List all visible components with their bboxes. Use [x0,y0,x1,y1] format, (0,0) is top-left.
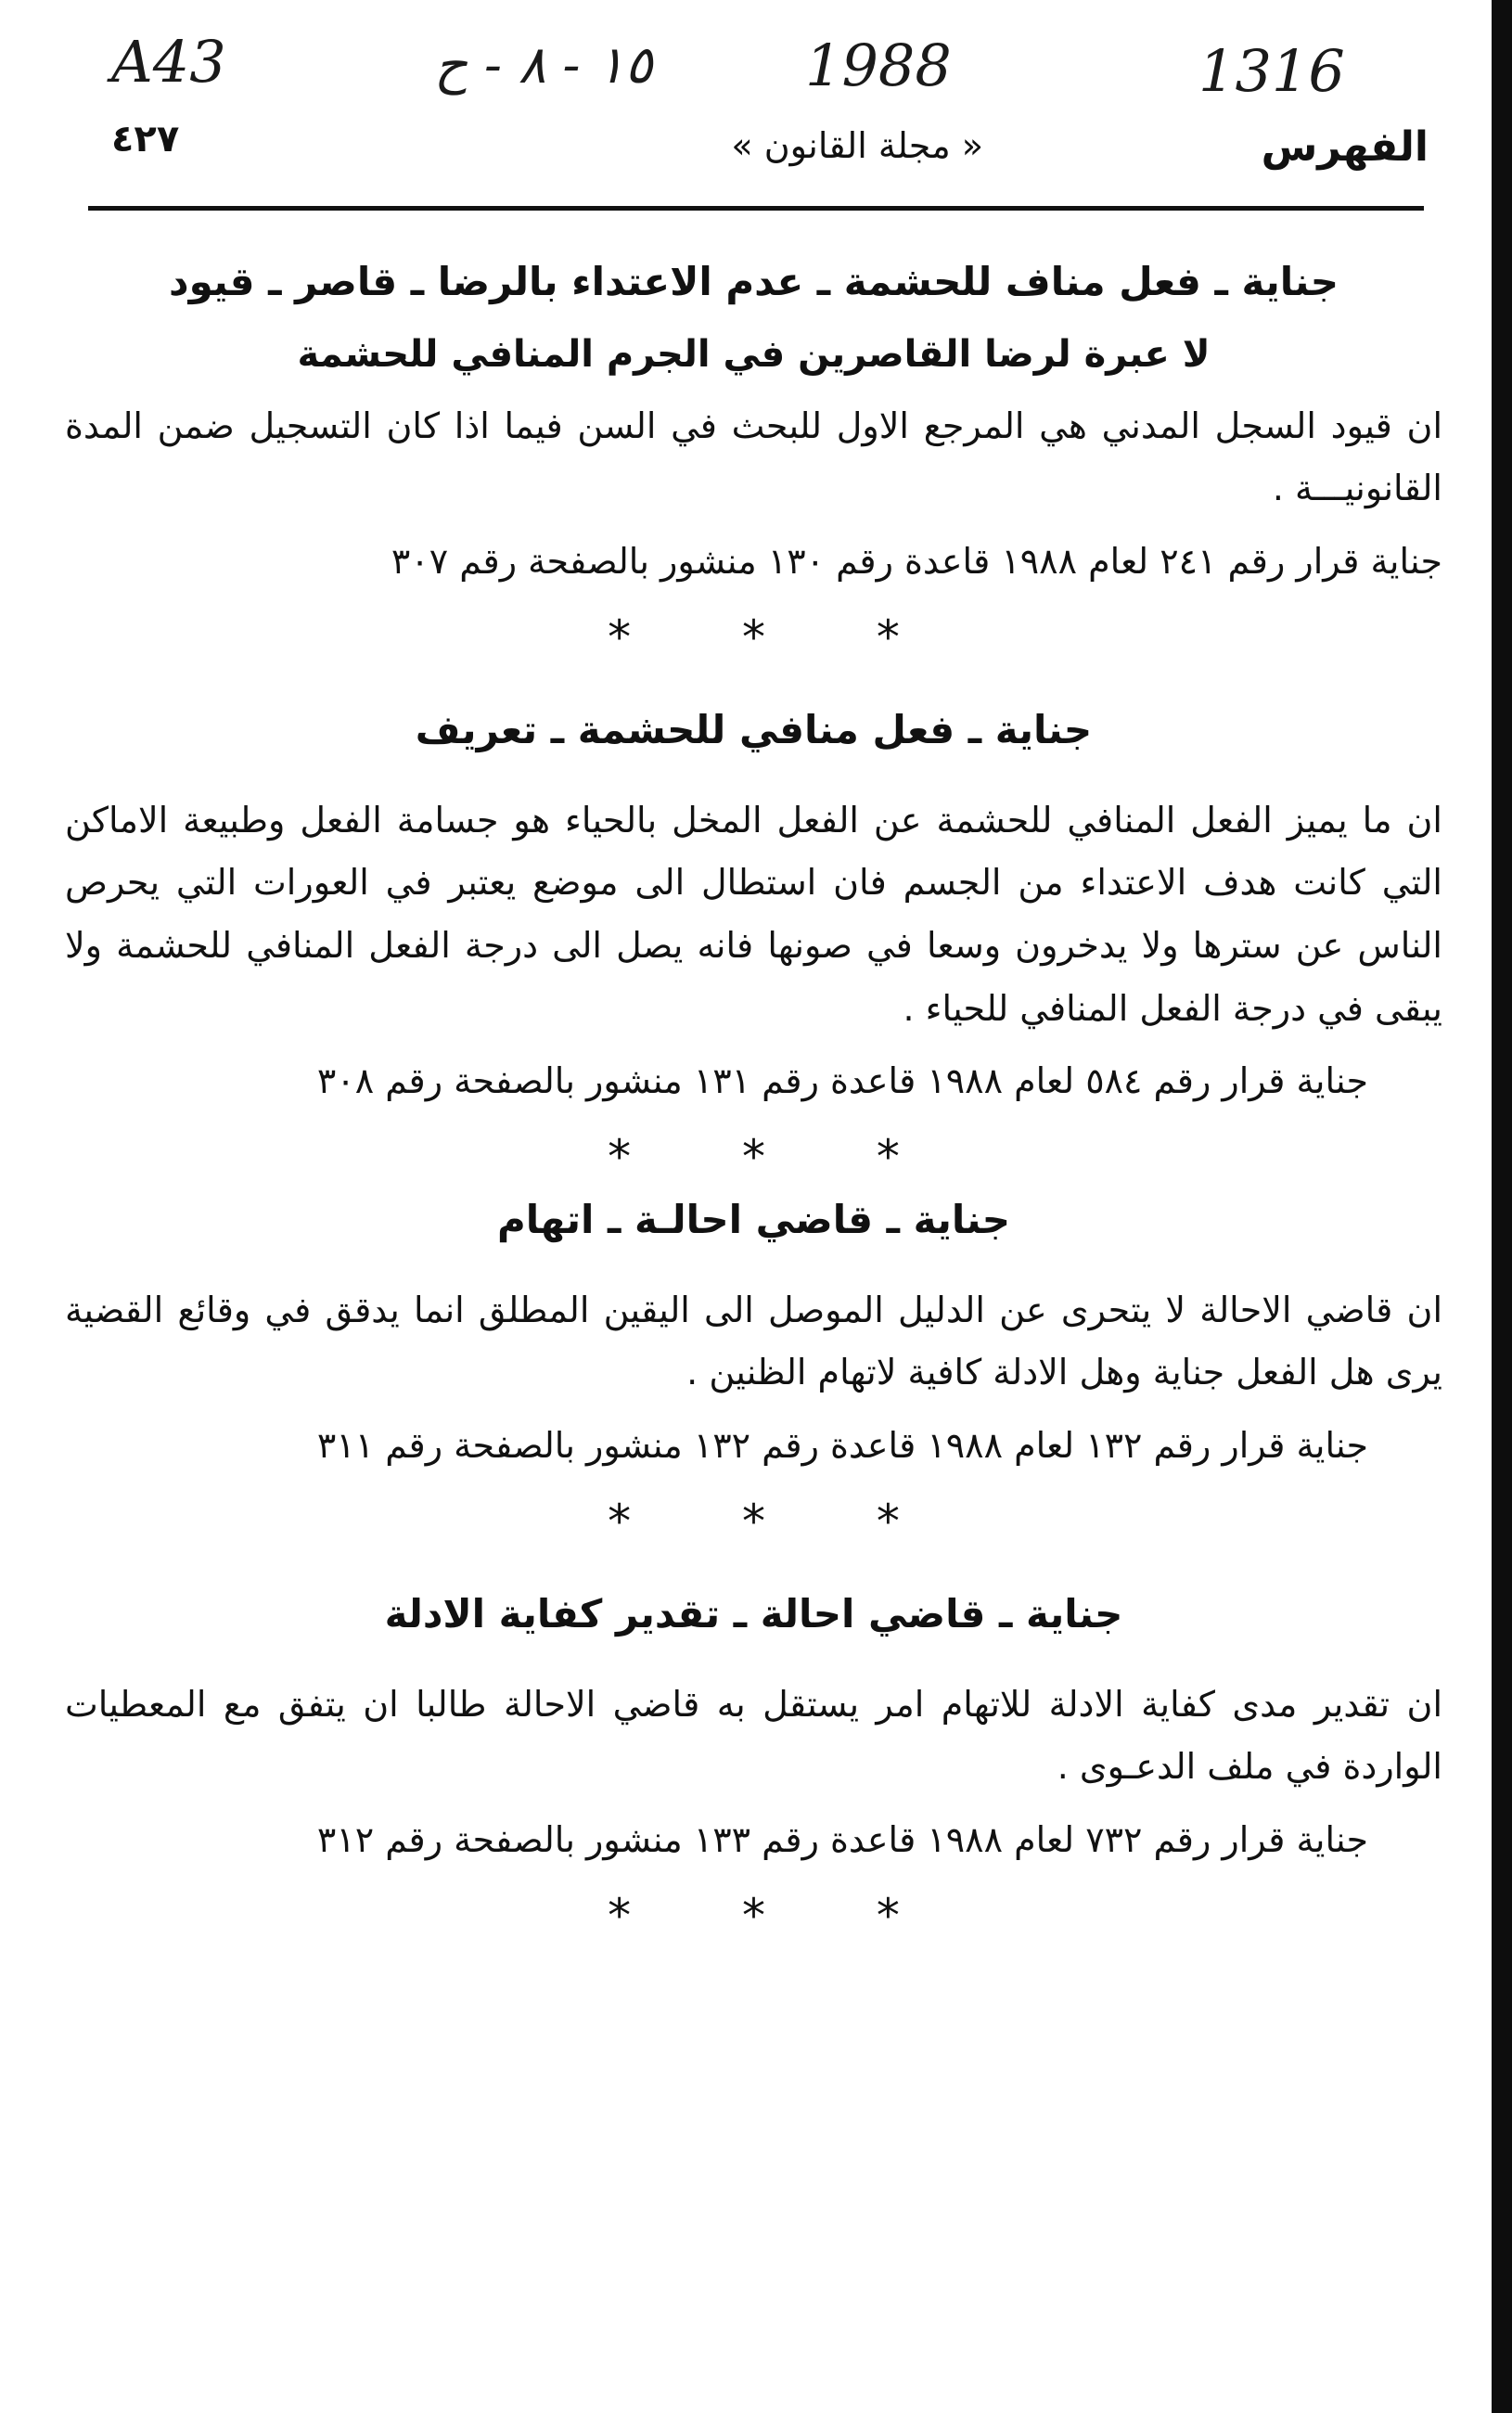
entry-title: جناية ـ فعل منافي للحشمة ـ تعريف [415,706,1093,752]
index-entries [56,255,1452,1982]
entry-title: جناية ـ قاضي احالة ـ تقدير كفاية الادلة [384,1590,1123,1636]
entry-title: جناية ـ قاضي احالـة ـ اتهام [496,1196,1011,1242]
index-entry [56,703,1452,1184]
entry-body: ان ما يميز الفعل المنافي للحشمة عن الفعل المخل بالحياء هو جسامة الفعل وطبيعة الاماكن التي كانت هدف الاعتداء من الجسم فان استطال الى موضع يعتبر في العورات التي يحرص الناس عن سترها ولا يدخرون وسعا في صونها فانه يصل الى درجة الفعل المنافي للحشمة ولا يبقى في درجة الفعل المنافي للحياء . [65,799,1442,1029]
index-label: الفهرس [1261,123,1429,171]
index-entry [56,1587,1452,1943]
entry-title: جناية ـ فعل مناف للحشمة ـ عدم الاعتداء بالرضا ـ قاصر ـ قيود [169,259,1339,304]
entry-subtitle: لا عبرة لرضا القاصرين في الجرم المنافي للحشمة [297,332,1211,376]
page-number: ٤٢٧ [111,118,180,160]
handwritten-reference: A43 [111,28,226,96]
entry-body: ان قاضي الاحالة لا يتحرى عن الدليل الموصل الى اليقين المطلق انما يدقق في وقائع القضية يرى هل الفعل جناية وهل الادلة كافية لاتهام الظنين . [65,1289,1442,1393]
section-separator: * * * [608,1888,948,1943]
index-entry [56,1193,1452,1548]
entry-citation: جناية قرار رقم ٧٣٢ لعام ١٩٨٨ قاعدة رقم ١٣٣ منشور بالصفحة رقم ٣١٢ [316,1818,1368,1860]
handwritten-year: 1988 [805,32,952,99]
entry-citation: جناية قرار رقم ٥٨٤ لعام ١٩٨٨ قاعدة رقم ١٣١ منشور بالصفحة رقم ٣٠٨ [316,1060,1368,1102]
handwritten-date: ١٥ - ٨ - ح [434,35,653,96]
journal-name: « مجلة القانون » [731,125,983,166]
entry-body: ان قيود السجل المدني هي المرجع الاول للبحث في السن فيما اذا كان التسجيل ضمن المدة القانونيـــة . [65,404,1442,509]
entry-citation: جناية قرار رقم ٢٤١ لعام ١٩٨٨ قاعدة رقم ١٣٠ منشور بالصفحة رقم ٣٠٧ [391,541,1442,583]
header-divider [88,206,1424,211]
handwritten-number: 1316 [1198,37,1345,105]
index-entry [56,255,1452,664]
entry-body: ان تقدير مدى كفاية الادلة للاتهام امر يستقل به قاضي الاحالة طالبا ان يتفق مع المعطيات الواردة في ملف الدعـوى . [65,1683,1442,1788]
section-separator: * * * [608,1129,948,1184]
entry-citation: جناية قرار رقم ١٣٢ لعام ١٩٨٨ قاعدة رقم ١٣٢ منشور بالصفحة رقم ٣١١ [316,1424,1368,1466]
scan-edge [1492,0,1512,2413]
section-separator: * * * [608,610,948,664]
section-separator: * * * [608,1494,948,1548]
page-header [93,107,1429,181]
